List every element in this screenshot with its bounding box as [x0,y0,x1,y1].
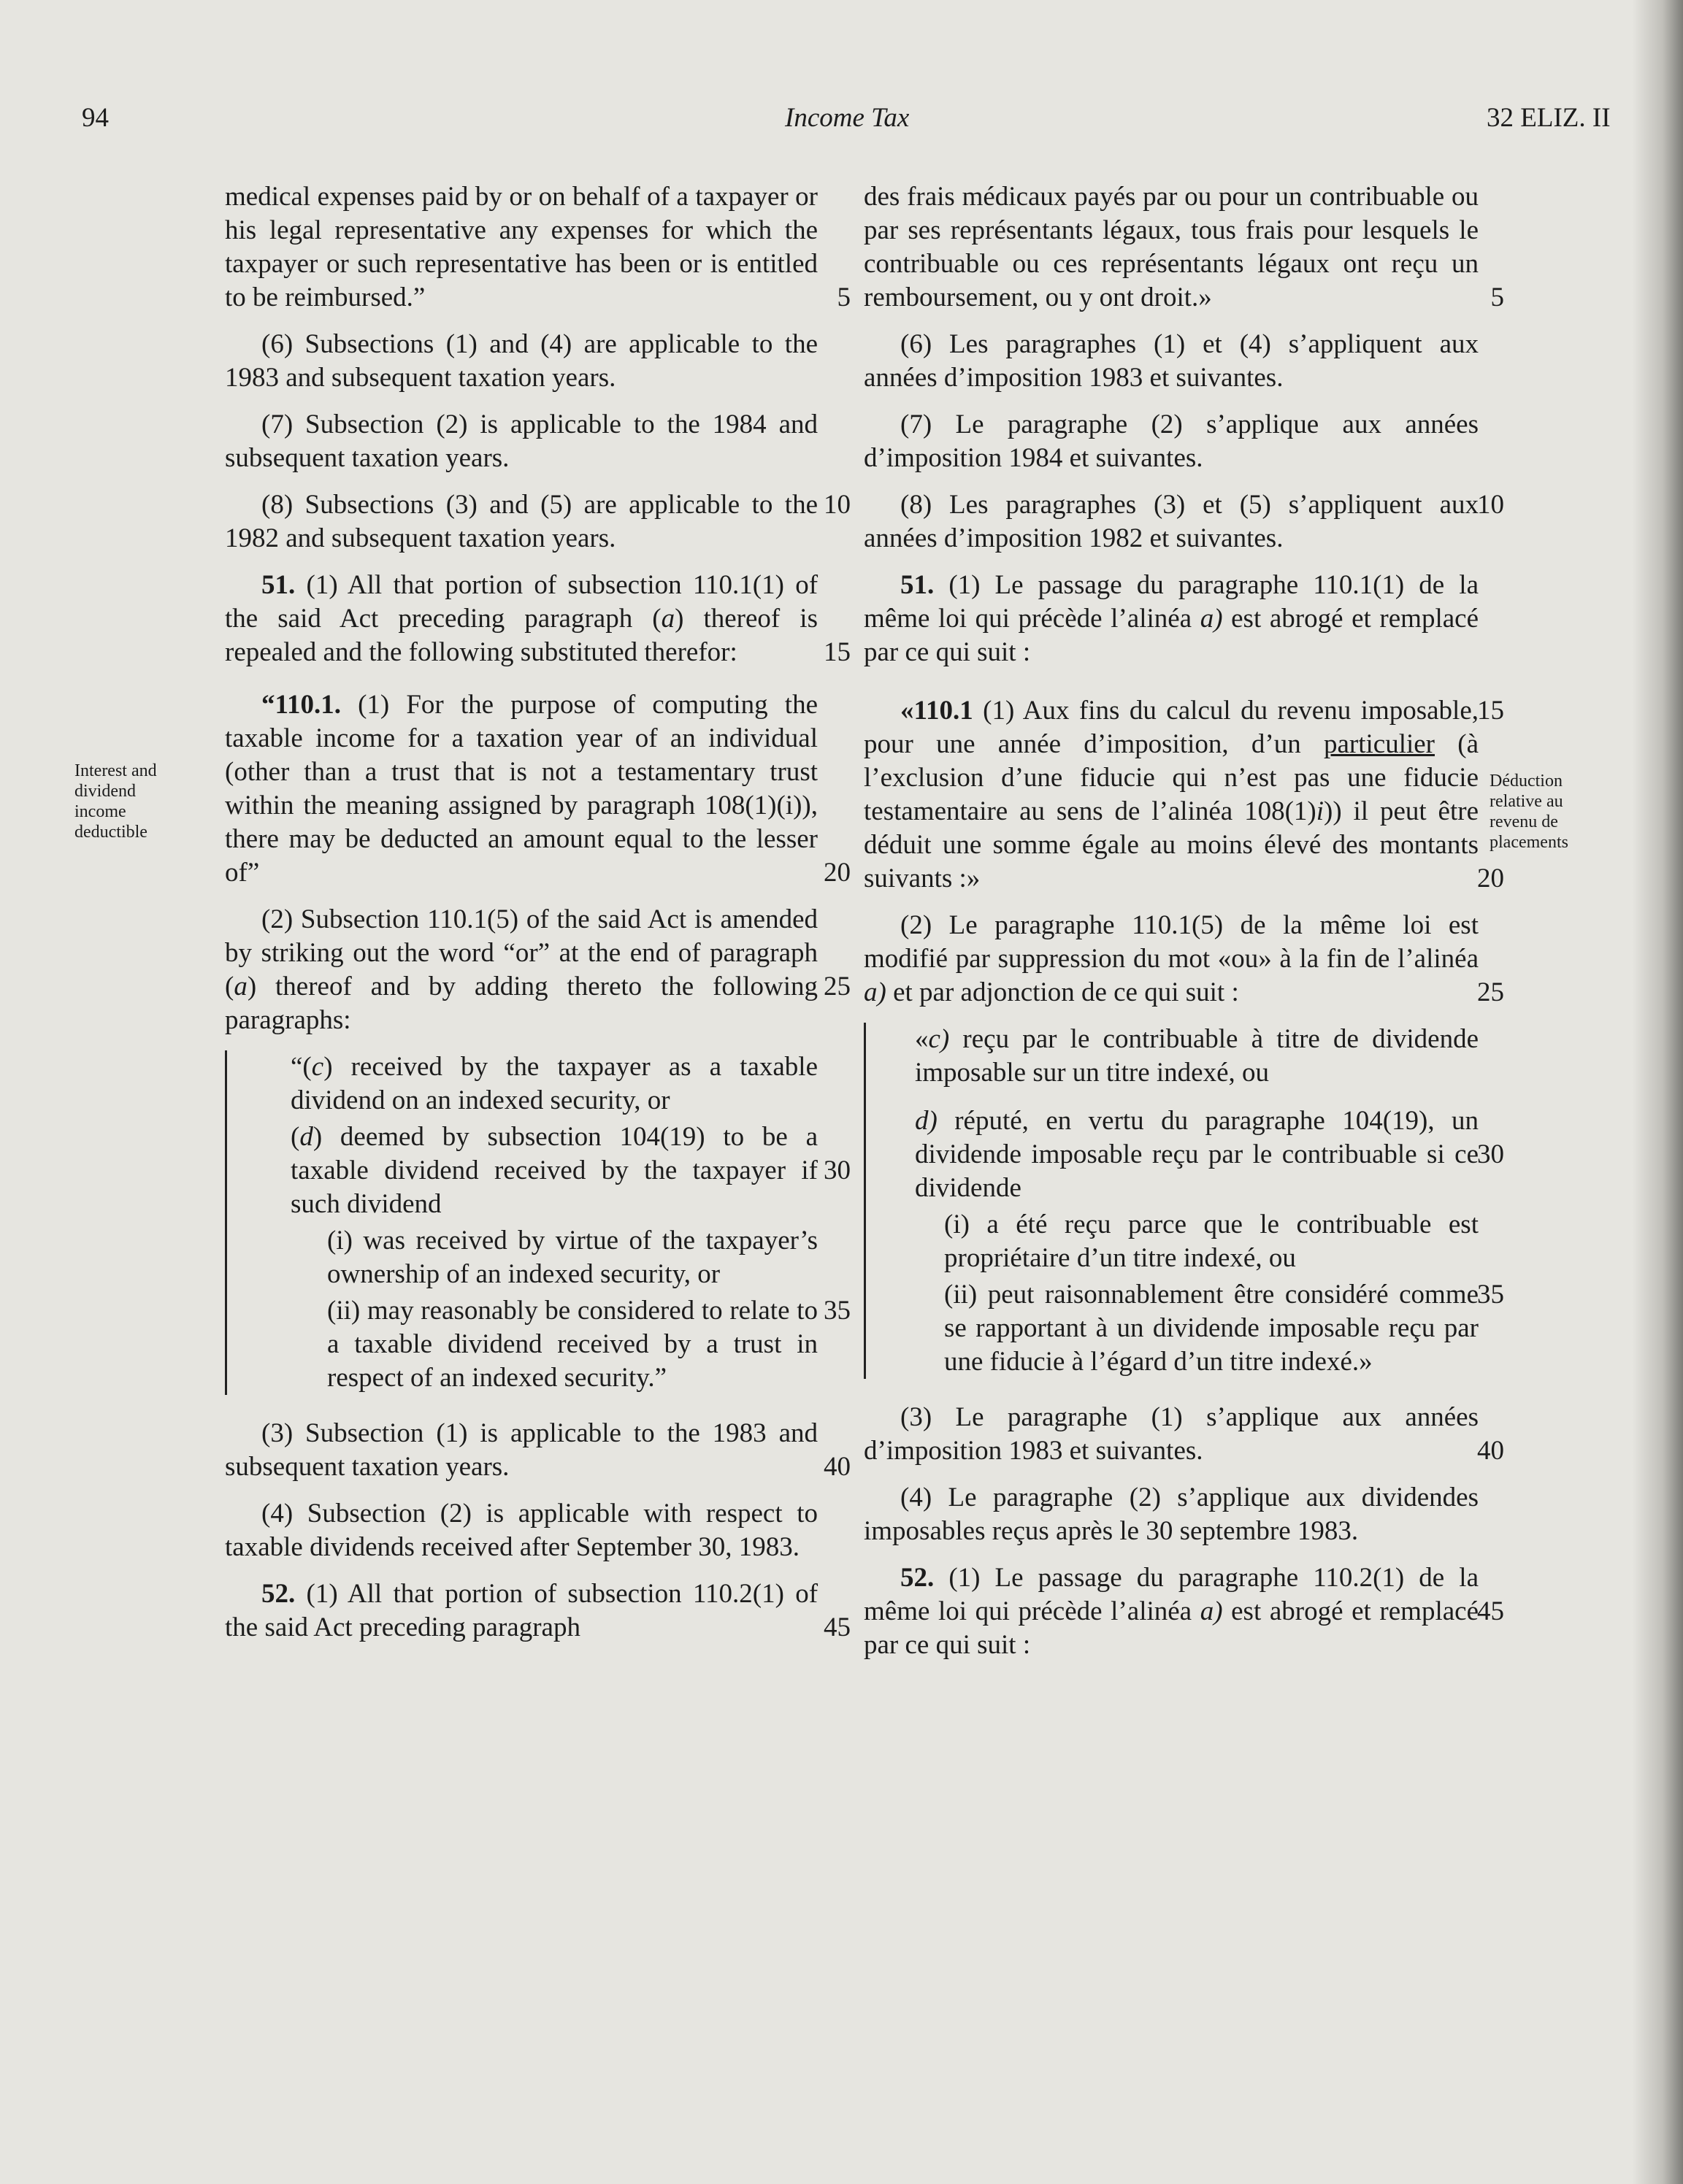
fr-section-52: 52. (1) Le passage du paragraphe 110.2(1) de la même loi qui précède l’alinéa a) est abrogé et remplacé par ce qui suit : 45 [864,1563,1504,1660]
en-paragraph: (8) Subsections (3) and (5) are applicable to the 1982 and subsequent taxation years. 10 [225,490,851,553]
line-number: 40 [824,1452,851,1482]
en-inserted-paragraphs [225,1050,851,1395]
fr-paragraph: (7) Le paragraphe (2) s’applique aux années d’imposition 1984 et suivantes. [864,410,1479,473]
running-title: Income Tax [785,103,910,133]
fr-subparagraph-i: (i) a été reçu parce que le contribuable est propriétaire d’un titre indexé, ou [944,1210,1479,1273]
amendment-bar [225,1050,227,1395]
fr-paragraph: (2) Le paragraphe 110.1(5) de la même loi est modifié par suppression du mot «ou» à la fin de l’alinéa a) et par adjonction de ce qui suit : 25 [864,909,1479,1010]
line-number: 45 [1477,1596,1504,1626]
en-section-51: 51. (1) All that portion of subsection 110.1(1) of the said Act preceding paragraph (a) thereof is repealed and the following substituted therefor: 15 [225,569,818,669]
line-number: 15 [824,637,851,667]
regnal-year: 32 ELIZ. II [1487,103,1611,133]
fr-paragraph: (6) Les paragraphes (1) et (4) s’appliquent aux années d’imposition 1983 et suivantes. [864,329,1479,393]
fr-section-110-1: «110.1 (1) Aux fins du calcul du revenu imposable, pour une année d’imposition, d’un particulier (à l’exclusion d’une fiducie qui n’est pas une fiducie testamentaire au sens de l’alinéa 108(1)i)) il peut être déduit une somme égale au moins élevé des montants suivants :» 15 20 [864,694,1479,896]
line-number: 45 [824,1612,851,1642]
french-column [864,180,1504,1675]
english-column [225,180,851,1658]
margin-note-english: Interest and dividend income deductible [74,761,157,842]
fr-section-51: 51. (1) Le passage du paragraphe 110.1(1) de la même loi qui précède l’alinéa a) est abrogé et remplacé par ce qui suit : [864,570,1479,667]
fr-paragraph-c: «c) reçu par le contribuable à titre de dividende imposable sur un titre indexé, ou [915,1024,1479,1088]
en-paragraph: (3) Subsection (1) is applicable to the 1983 and subsequent taxation years. 40 [225,1417,818,1484]
en-subparagraph-ii: (ii) may reasonably be considered to relate to a taxable dividend received by a trust in respect of an indexed security.” 35 [327,1296,851,1393]
amendment-bar [864,1023,866,1379]
en-subparagraph-i: (i) was received by virtue of the taxpayer’s ownership of an indexed security, or [327,1226,818,1289]
line-number: 35 [1477,1280,1504,1310]
line-number: 25 [824,972,851,1001]
line-number: 30 [824,1156,851,1185]
margin-note-french: Déduction relative au revenu de placements [1490,772,1568,852]
fr-subparagraph-ii: (ii) peut raisonnablement être considéré comme se rapportant à un dividende imposable reçu par une fiducie à l’égard d’un titre indexé.» 35 [944,1280,1504,1377]
en-paragraph-d: (d) deemed by subsection 104(19) to be a taxable dividend received by the taxpayer if such dividend 30 [291,1122,851,1219]
en-paragraph: (4) Subsection (2) is applicable with respect to taxable dividends received after September 30, 1983. [225,1499,818,1562]
fr-paragraph: (8) Les paragraphes (3) et (5) s’appliquent aux années d’imposition 1982 et suivantes. 10 [864,490,1504,553]
fr-paragraph: (4) Le paragraphe (2) s’applique aux dividendes imposables reçus après le 30 septembre 1983. [864,1483,1479,1546]
line-number: 25 [1477,977,1504,1007]
en-paragraph-c: “(c) received by the taxpayer as a taxable dividend on an indexed security, or [291,1052,818,1115]
spacer [915,1093,1479,1104]
fr-paragraph: des frais médicaux payés par ou pour un contribuable ou par ses représentants légaux, tous frais pour lesquels le contribuable ou ces représentants légaux ont reçu un remboursement, ou y ont droit.» 5 [864,180,1479,315]
line-number: 20 [824,858,851,888]
line-number: 10 [1477,490,1504,520]
en-section-52: 52. (1) All that portion of subsection 110.2(1) of the said Act preceding paragraph 45 [225,1577,818,1645]
line-number: 30 [1477,1139,1504,1169]
en-paragraph: (7) Subsection (2) is applicable to the 1984 and subsequent taxation years. [225,410,818,473]
page-edge-shadow [1632,0,1683,2184]
line-number: 40 [1477,1436,1504,1466]
line-number: 35 [824,1296,851,1326]
en-paragraph: (2) Subsection 110.1(5) of the said Act is amended by striking out the word “or” at the end of paragraph (a) thereof and by adding thereto the following paragraphs: 25 [225,904,851,1035]
line-number: 5 [837,282,851,312]
line-number: 15 [1477,696,1504,726]
line-number: 20 [1477,864,1504,893]
fr-paragraph-d: d) réputé, en vertu du paragraphe 104(19), un dividende imposable reçu par le contribuable si ce dividende 30 [915,1106,1504,1203]
en-paragraph: medical expenses paid by or on behalf of a taxpayer or his legal representative any expenses for which the taxpayer or such representative has been or is entitled to be reimbursed.” 5 [225,180,818,315]
page-number: 94 [82,103,109,133]
fr-inserted-paragraphs [864,1023,1504,1379]
fr-paragraph: (3) Le paragraphe (1) s’applique aux années d’imposition 1983 et suivantes. 40 [864,1401,1479,1468]
en-paragraph: (6) Subsections (1) and (4) are applicable to the 1983 and subsequent taxation years. [225,329,818,393]
line-number: 5 [1490,282,1504,312]
en-section-110-1: “110.1. (1) For the purpose of computing the taxable income for a taxation year of an individual (other than a trust that is not a testamentary trust within the meaning assigned by paragraph 108(1)(i)), there may be deducted an amount equal to the lesser of” 20 [225,688,818,890]
line-number: 10 [824,490,851,520]
